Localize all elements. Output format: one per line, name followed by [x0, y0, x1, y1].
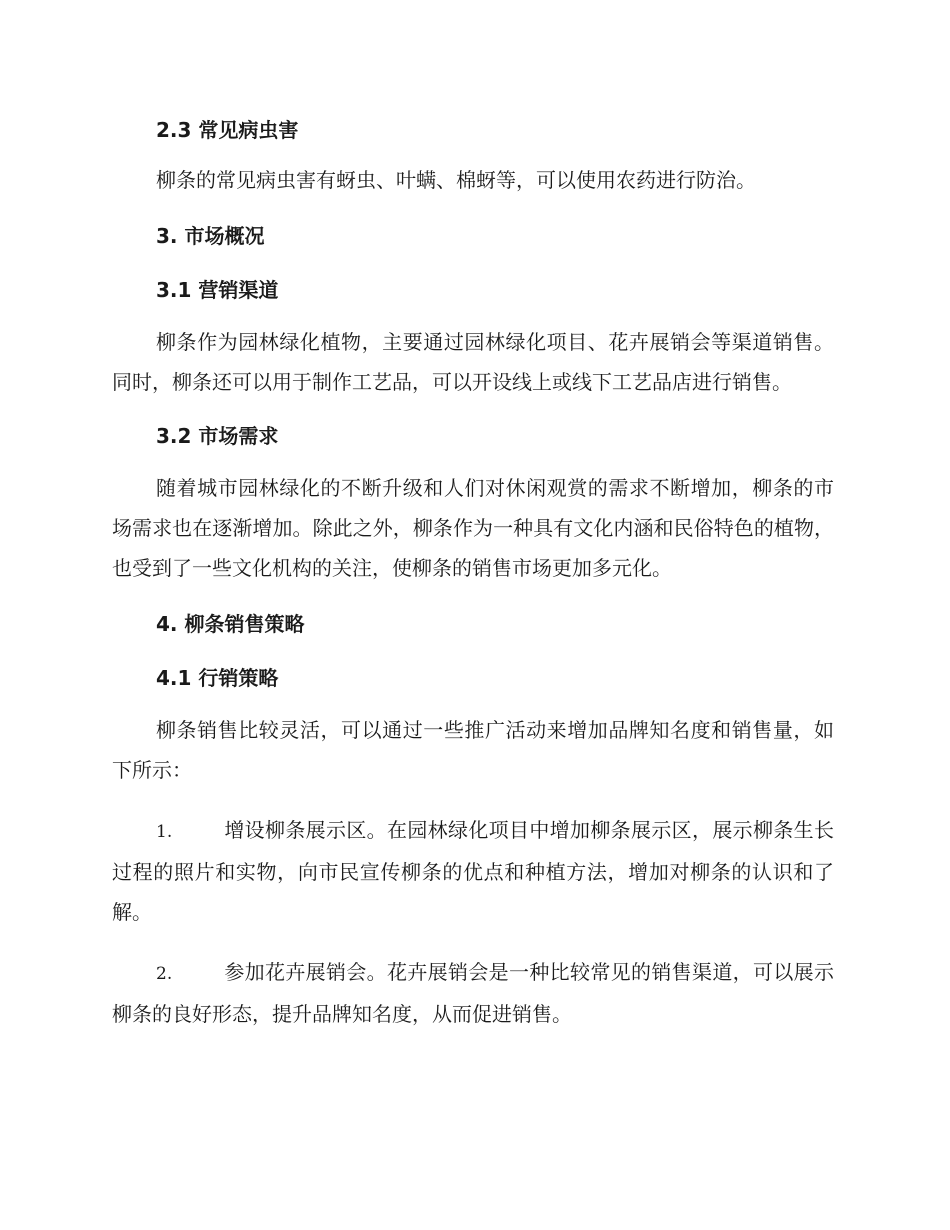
list-text: 参加花卉展销会。花卉展销会是一种比较常见的销售渠道，可以展示柳条的良好形态，提升品牌知名度，从而促进销售。 [112, 960, 834, 1026]
heading-2-3: 2.3 常见病虫害 [156, 118, 299, 142]
heading-4: 4. 柳条销售策略 [156, 612, 305, 636]
document-page [112, 104, 834, 1034]
heading-3: 3. 市场概况 [156, 224, 265, 248]
list-item [112, 810, 834, 932]
list-item [112, 952, 834, 1034]
list-number: 2. [156, 964, 173, 984]
paragraph-marketing-channels: 柳条作为园林绿化植物，主要通过园林绿化项目、花卉展销会等渠道销售。同时，柳条还可以用于制作工艺品，可以开设线上或线下工艺品店进行销售。 [112, 330, 834, 394]
heading-4-1: 4.1 行销策略 [156, 666, 279, 690]
paragraph-sales-strategy: 柳条销售比较灵活，可以通过一些推广活动来增加品牌知名度和销售量，如下所示： [112, 718, 834, 782]
paragraph-pests: 柳条的常见病虫害有蚜虫、叶螨、棉蚜等，可以使用农药进行防治。 [156, 168, 756, 192]
paragraph-market-demand: 随着城市园林绿化的不断升级和人们对休闲观赏的需求不断增加，柳条的市场需求也在逐渐增加。除此之外，柳条作为一种具有文化内涵和民俗特色的植物，也受到了一些文化机构的关注，使柳条的销售市场更加多元化。 [112, 476, 834, 580]
list-text: 增设柳条展示区。在园林绿化项目中增加柳条展示区，展示柳条生长过程的照片和实物，向市民宣传柳条的优点和种植方法，增加对柳条的认识和了解。 [112, 818, 834, 924]
heading-3-1: 3.1 营销渠道 [156, 278, 279, 302]
list-number: 1. [156, 822, 173, 842]
heading-3-2: 3.2 市场需求 [156, 424, 279, 448]
